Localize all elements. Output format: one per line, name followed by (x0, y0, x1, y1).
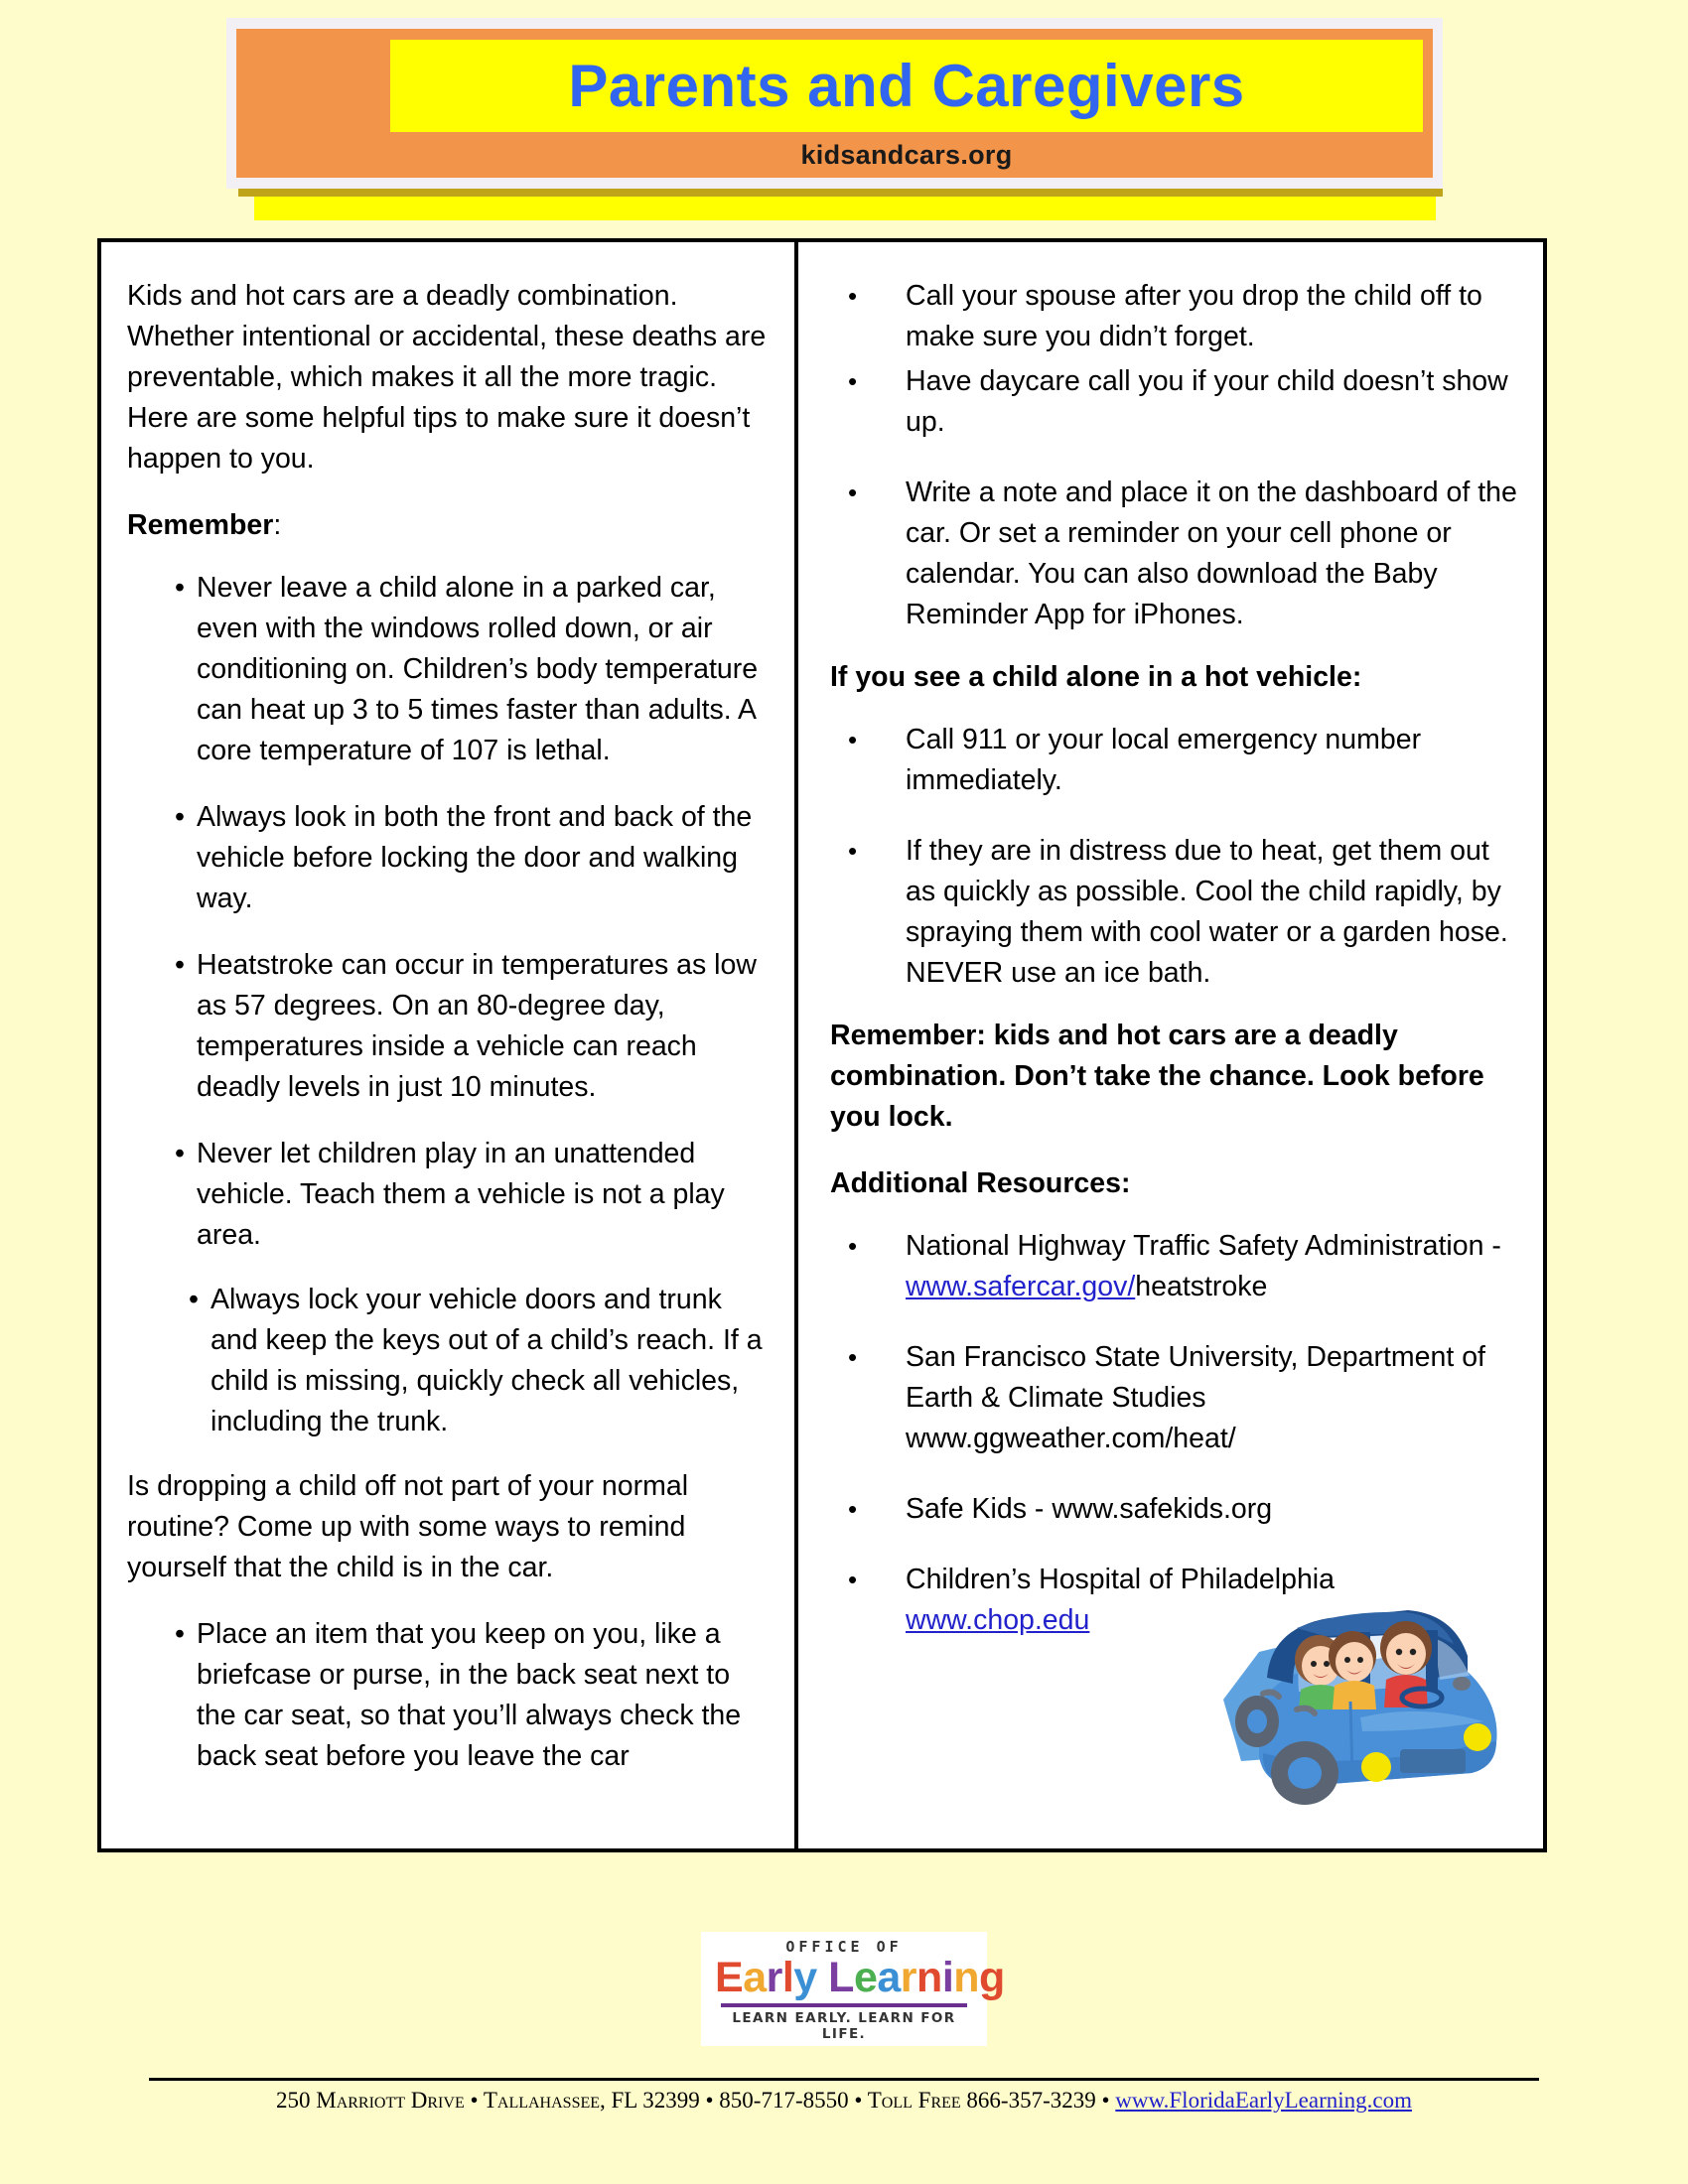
resource-link-chop[interactable]: www.chop.edu (906, 1604, 1090, 1636)
resources-list (830, 1226, 1521, 1641)
intro-paragraph: Kids and hot cars are a deadly combination. Whether intentional or accidental, these deaths are preventable, which makes it all the more tragic. Here are some helpful tips to make sure it doesn’t happen to you. (127, 280, 767, 475)
tips-list-lock (127, 1280, 773, 1442)
footer-logo (0, 1932, 1688, 2046)
footer-address-line (0, 2088, 1688, 2114)
left-column (101, 242, 794, 1848)
list-item: • Always lock your vehicle doors and trunk and keep the keys out of a child’s reach. If a child is missing, quickly check all vehicles, including the trunk. (189, 1280, 773, 1442)
remember-label: Remember (127, 509, 274, 541)
car-svg (1201, 1582, 1519, 1831)
see-child-tips-list (830, 720, 1521, 994)
logo-box (701, 1932, 1005, 2046)
family-in-car-illustration (1201, 1582, 1519, 1831)
list-item: • Have daycare call you if your child doesn’t show up. (848, 361, 1521, 443)
additional-resources-heading: Additional Resources: (830, 1167, 1131, 1199)
footer-website-link[interactable]: www.FloridaEarlyLearning.com (1115, 2088, 1412, 2113)
list-item: • Never leave a child alone in a parked car, even with the windows rolled down, or air conditioning on. Children’s body temperature can heat up 3 to 5 times faster than adults. A core temperature of 107 is lethal. (175, 568, 773, 771)
list-item: • Heatstroke can occur in temperatures as low as 57 degrees. On an 80-degree day, temperatures inside a vehicle can reach deadly levels in just 10 minutes. (175, 945, 773, 1108)
page-title: Parents and Caregivers (568, 52, 1245, 119)
list-item: • Call 911 or your local emergency number immediately. (848, 720, 1521, 801)
reminder-tips-list (830, 276, 1521, 635)
list-item (848, 1226, 1521, 1307)
logo-tagline: LEARN EARLY. LEARN FOR LIFE. (732, 2009, 956, 2042)
list-item: • Place an item that you keep on you, like a briefcase or purse, in the back seat next to the car seat, so that you’ll always check the back seat before you leave the car (175, 1614, 773, 1777)
footer-divider-rule (149, 2078, 1539, 2081)
resource-text: National Highway Traffic Safety Administration - (906, 1230, 1501, 1262)
footer-address-text: 250 Marriott Drive • Tallahassee, FL 32399 • 850-717-8550 • Toll Free 866-357-3239 • (276, 2088, 1116, 2113)
header-title-band (390, 40, 1423, 132)
page-header (226, 18, 1443, 206)
header-website: kidsandcars.org (800, 139, 1013, 170)
routine-paragraph: Is dropping a child off not part of your normal routine? Come up with some ways to remind yourself that the child is in the car. (127, 1470, 689, 1583)
passenger-child-2 (1329, 1631, 1376, 1709)
resource-link-safercar[interactable]: www.safercar.gov/ (906, 1271, 1136, 1302)
logo-word-early: Early (715, 1954, 817, 2001)
list-item: • Always look in both the front and back of the vehicle before locking the door and walking way. (175, 797, 773, 919)
resource-text: San Francisco State University, Department of Earth & Climate Studies www.ggweather.com/heat/ (906, 1341, 1485, 1454)
right-column (798, 242, 1543, 1848)
remember-heading (127, 505, 773, 546)
remember-colon: : (273, 509, 282, 541)
logo-office-of-text: OFFICE OF (785, 1938, 903, 1956)
list-item (848, 1337, 1521, 1459)
logo-wordmark (715, 1954, 1005, 2001)
see-child-heading: If you see a child alone in a hot vehicle: (830, 661, 1362, 693)
list-item: • If they are in distress due to heat, get them out as quickly as possible. Cool the child rapidly, by spraying them with cool water or a garden hose. NEVER use an ice bath. (848, 831, 1521, 994)
list-item (848, 1489, 1521, 1530)
tips-list (127, 568, 773, 1256)
header-orange-panel (236, 29, 1433, 178)
header-frame (226, 18, 1443, 189)
header-yellow-strip (254, 197, 1436, 220)
logo-divider-rule (721, 2003, 967, 2007)
resource-text: Children’s Hospital of Philadelphia (906, 1564, 1335, 1595)
header-shadow-bar (238, 189, 1443, 197)
logo-word-learning: Learning (828, 1954, 1005, 2001)
resource-text-after: heatstroke (1135, 1271, 1268, 1302)
resource-text: Safe Kids - www.safekids.org (906, 1493, 1273, 1525)
list-item: • Call your spouse after you drop the child off to make sure you didn’t forget. (848, 276, 1521, 357)
routine-tips-list (127, 1614, 773, 1777)
content-box (97, 238, 1547, 1852)
remember-summary-paragraph: Remember: kids and hot cars are a deadly combination. Don’t take the chance. Look before you lock. (830, 1020, 1484, 1133)
list-item: • Never let children play in an unattended vehicle. Teach them a vehicle is not a play area. (175, 1134, 773, 1256)
list-item: • Write a note and place it on the dashboard of the car. Or set a reminder on your cell phone or calendar. You can also download the Baby Reminder App for iPhones. (848, 473, 1521, 635)
